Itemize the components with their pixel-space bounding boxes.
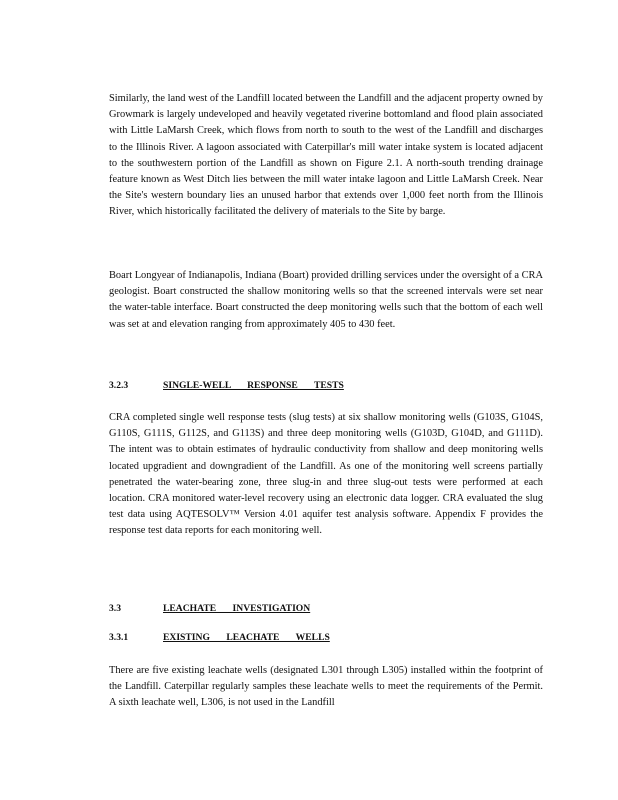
paragraph-drilling-services: Boart Longyear of Indianapolis, Indiana (Boart) provided drilling services under the oversight of a CRA geologist. Boart constructed the shallow monitoring wells so that the screened intervals were set near the water-table interface. Boart constructed the deep monitoring wells such that the bottom of each well was set at and elevation ranging from approximately 405 to 430 feet. xyxy=(109,270,543,330)
section-heading-3-2-3 xyxy=(109,379,543,393)
paragraph-land-west: Similarly, the land west of the Landfill located between the Landfill and the adjacent property owned by Growmark is largely undeveloped and heavily vegetated riverine bottomland and flood plain associated with Little LaMarsh Creek, which flows from north to south to the west of the Landfill and discharges to the Illinois River. A lagoon associated with Caterpillar's mill water intake system is located adjacent to the southwestern portion of the Landfill as shown on Figure 2.1. A north-south trending drainage feature known as West Ditch lies between the mill water intake lagoon and Little LaMarsh Creek. Near the Site's western boundary lies an unused harbor that extends over 1,000 feet north from the Illinois River, which historically facilitated the delivery of materials to the Site by barge. xyxy=(109,93,543,218)
section-number: 3.3.1 xyxy=(109,632,129,643)
paragraph-leachate-wells: There are five existing leachate wells (designated L301 through L305) installed within the footprint of the Landfill. Caterpillar regularly samples these leachate wells to meet the requirements of the Permit. A sixth leachate well, L306, is not used in the Landfill xyxy=(109,665,543,709)
section-title: EXISTING LEACHATE WELLS xyxy=(163,632,330,643)
section-number: 3.3 xyxy=(109,603,121,614)
section-heading-3-3 xyxy=(109,602,543,616)
paragraph-slug-tests: CRA completed single well response tests (slug tests) at six shallow monitoring wells (G103S, G104S, G110S, G111S, G112S, and G113S) and three deep monitoring wells (G103D, G104D, and G111D). The intent was to obtain estimates of hydraulic conductivity from shallow and deep monitoring wells located upgradient and downgradient of the Landfill. As one of the monitoring well screens partially penetrated the water-bearing zone, three slug-in and three slug-out tests were performed at each location. CRA monitored water-level recovery using an electronic data logger. CRA evaluated the slug test data using AQTESOLV™ Version 4.01 aquifer test analysis software. Appendix F provides the response test data reports for each monitoring well. xyxy=(109,412,543,537)
section-number: 3.2.3 xyxy=(109,380,129,391)
section-title: LEACHATE INVESTIGATION xyxy=(163,603,311,614)
section-heading-3-3-1 xyxy=(109,631,543,645)
section-title: SINGLE-WELL RESPONSE TESTS xyxy=(163,380,344,391)
